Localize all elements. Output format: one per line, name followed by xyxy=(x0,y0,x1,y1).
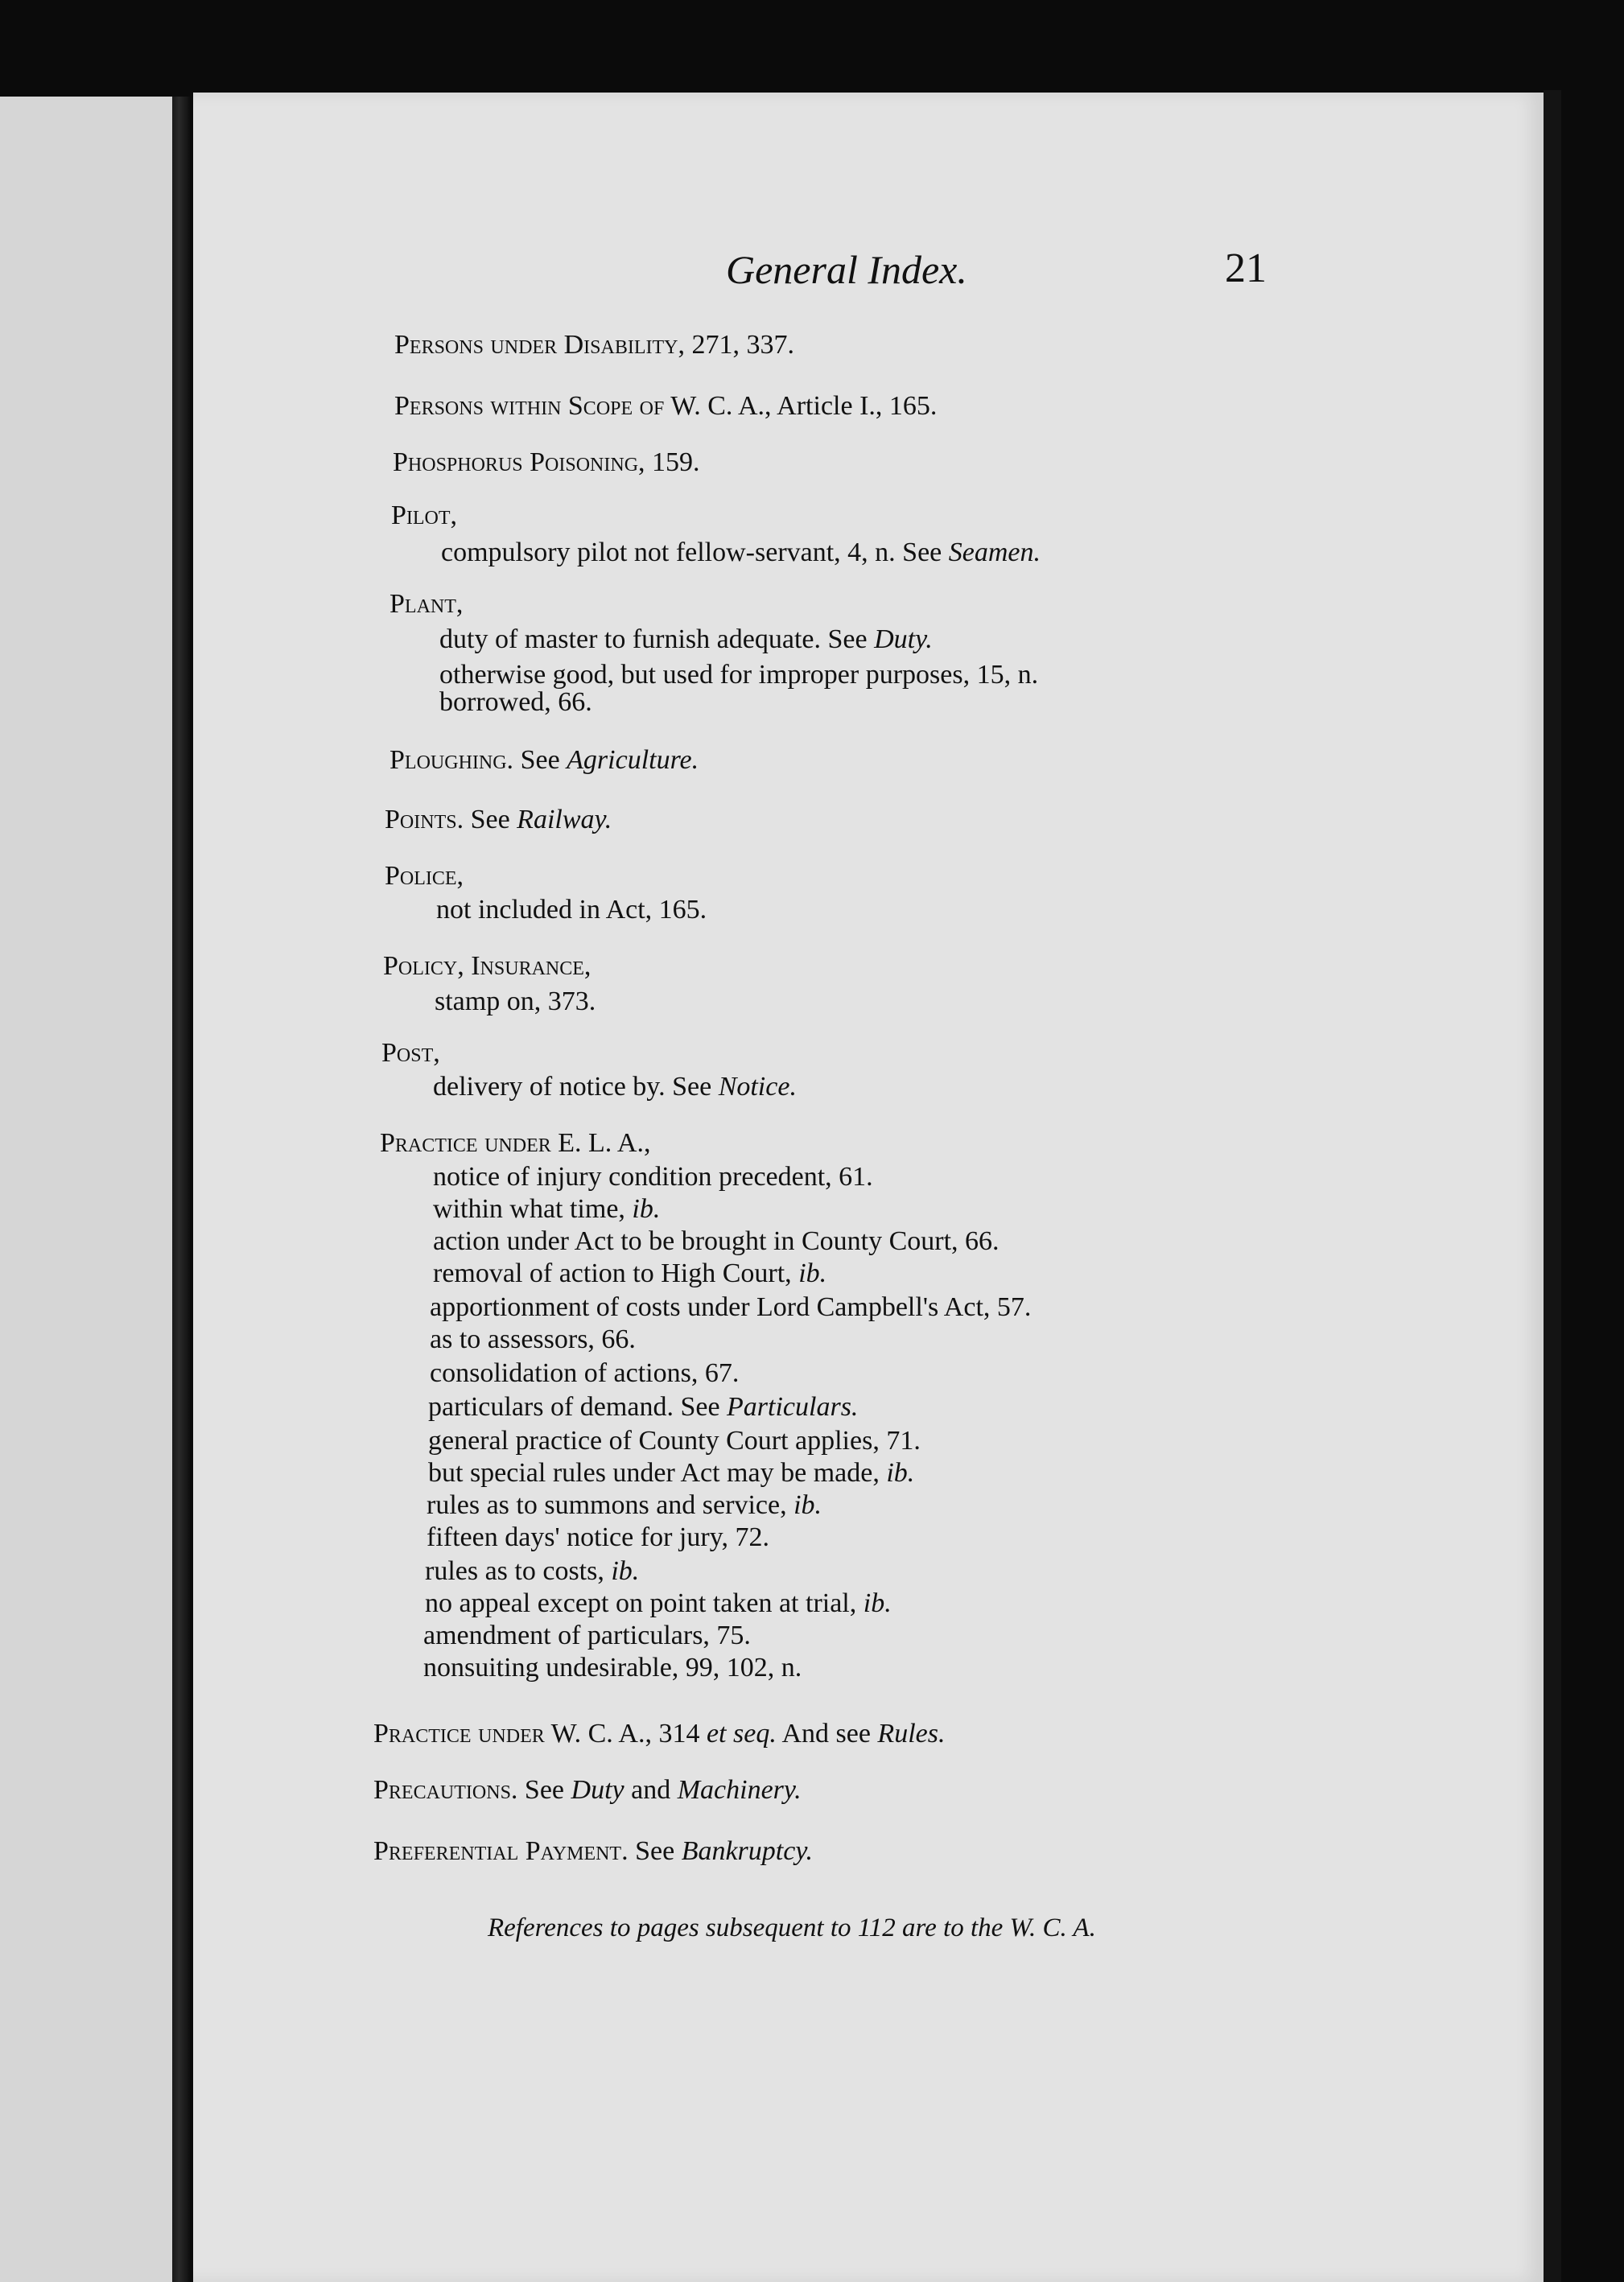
entry-heading: Precautions. xyxy=(373,1775,518,1805)
see-text: See xyxy=(628,1836,682,1866)
entry-heading: Plant, xyxy=(390,589,464,619)
entry-subline xyxy=(433,1196,660,1223)
cross-reference: Duty. xyxy=(874,624,933,654)
entry-pages: W. C. A., 314 xyxy=(544,1719,707,1749)
et-seq: et seq. xyxy=(706,1719,777,1749)
cross-reference: Agriculture. xyxy=(567,745,699,775)
cross-reference: ib. xyxy=(793,1490,822,1520)
entry-subline xyxy=(433,1260,826,1287)
index-entry xyxy=(390,747,699,774)
entry-pages: W. C. A., Article I., 165. xyxy=(664,391,938,421)
see-text: See xyxy=(464,805,517,834)
subline-text: rules as to costs, xyxy=(425,1556,612,1586)
subline-text: within what time, xyxy=(433,1194,633,1224)
entry-heading: Practice under xyxy=(380,1128,551,1158)
entry-subline: not included in Act, 165. xyxy=(436,895,707,925)
entry-subline xyxy=(428,1394,858,1421)
entry-subline xyxy=(439,626,933,653)
footer-note: References to pages subsequent to 112 are to the W. C. A. xyxy=(488,1913,1096,1942)
index-entry xyxy=(394,332,794,359)
entry-pages: 271, 337. xyxy=(684,330,794,360)
entry-heading: Persons within Scope of xyxy=(394,391,665,421)
entry-heading: Police, xyxy=(385,861,464,891)
entry-subline xyxy=(441,539,1041,566)
index-entry xyxy=(373,1720,945,1748)
entry-subline: nonsuiting undesirable, 99, 102, n. xyxy=(423,1653,802,1683)
entry-subline xyxy=(428,1460,914,1487)
entry-subline xyxy=(425,1558,639,1585)
cross-reference: Seamen. xyxy=(948,538,1041,567)
entry-heading: Policy, Insurance, xyxy=(383,951,591,981)
entry-heading: Points. xyxy=(385,805,464,834)
see-text: See xyxy=(513,745,567,775)
index-entry xyxy=(373,1777,802,1804)
cross-reference: Duty xyxy=(571,1775,624,1805)
facing-page xyxy=(0,97,187,2282)
page-number: 21 xyxy=(1225,245,1267,291)
page-right-edge xyxy=(1544,90,1561,2282)
cross-reference: Railway. xyxy=(517,805,612,834)
entry-subline: apportionment of costs under Lord Campbell's Act, 57. xyxy=(430,1292,1032,1322)
cross-reference: ib. xyxy=(863,1588,892,1618)
cross-reference: ib. xyxy=(632,1194,661,1224)
cross-reference: Rules. xyxy=(877,1719,946,1749)
entry-heading: Ploughing. xyxy=(390,745,514,775)
entry-subline xyxy=(433,1073,797,1101)
entry-heading: Preferential Payment. xyxy=(373,1836,629,1866)
subline-text: rules as to summons and service, xyxy=(427,1490,794,1520)
binding-edge xyxy=(172,97,190,2282)
cross-reference: Notice. xyxy=(718,1072,797,1102)
subline-text: compulsory pilot not fellow-servant, 4, n. See xyxy=(441,538,949,567)
entry-heading: Persons under Disability, xyxy=(394,330,685,360)
see-text: And see xyxy=(776,1719,878,1749)
entry-subline: action under Act to be brought in County Court, 66. xyxy=(433,1226,1000,1256)
entry-pages: 159. xyxy=(645,447,700,477)
entry-heading: Phosphorus Poisoning, xyxy=(393,447,645,477)
entry-subline xyxy=(427,1492,822,1519)
subline-text: delivery of notice by. See xyxy=(433,1072,719,1102)
entry-heading-rest: E. L. A., xyxy=(550,1128,651,1158)
index-entry xyxy=(385,806,612,834)
subline-text: no appeal except on point taken at trial, xyxy=(425,1588,864,1618)
see-text: See xyxy=(517,1775,571,1805)
cross-reference: ib. xyxy=(611,1556,640,1586)
entry-subline: otherwise good, but used for improper purposes, 15, n. xyxy=(439,660,1039,690)
entry-subline xyxy=(425,1590,892,1617)
and-text: and xyxy=(624,1775,678,1805)
entry-subline: consolidation of actions, 67. xyxy=(430,1358,740,1388)
subline-text: duty of master to furnish adequate. See xyxy=(439,624,875,654)
cross-reference: ib. xyxy=(886,1458,915,1488)
subline-text: particulars of demand. See xyxy=(428,1392,728,1422)
entry-subline: fifteen days' notice for jury, 72. xyxy=(427,1522,769,1552)
index-entry xyxy=(373,1838,813,1865)
cross-reference: Machinery. xyxy=(677,1775,802,1805)
running-header-title: General Index. xyxy=(726,247,967,292)
entry-subline: amendment of particulars, 75. xyxy=(423,1621,751,1650)
entry-subline: notice of injury condition precedent, 61. xyxy=(433,1162,873,1192)
entry-subline: stamp on, 373. xyxy=(435,987,596,1016)
entry-heading: Practice under xyxy=(373,1719,545,1749)
entry-subline: general practice of County Court applies, 71. xyxy=(428,1426,921,1456)
entry-heading: Pilot, xyxy=(391,500,458,530)
index-entry xyxy=(394,393,937,420)
cross-reference: ib. xyxy=(798,1258,827,1288)
entry-subline: borrowed, 66. xyxy=(439,687,592,717)
subline-text: but special rules under Act may be made, xyxy=(428,1458,887,1488)
entry-subline: as to assessors, 66. xyxy=(430,1324,636,1354)
entry-heading: Post, xyxy=(381,1038,440,1068)
subline-text: removal of action to High Court, xyxy=(433,1258,799,1288)
index-entry xyxy=(393,449,700,476)
cross-reference: Particulars. xyxy=(727,1392,859,1422)
cross-reference: Bankruptcy. xyxy=(681,1836,814,1866)
index-entry xyxy=(380,1130,650,1157)
